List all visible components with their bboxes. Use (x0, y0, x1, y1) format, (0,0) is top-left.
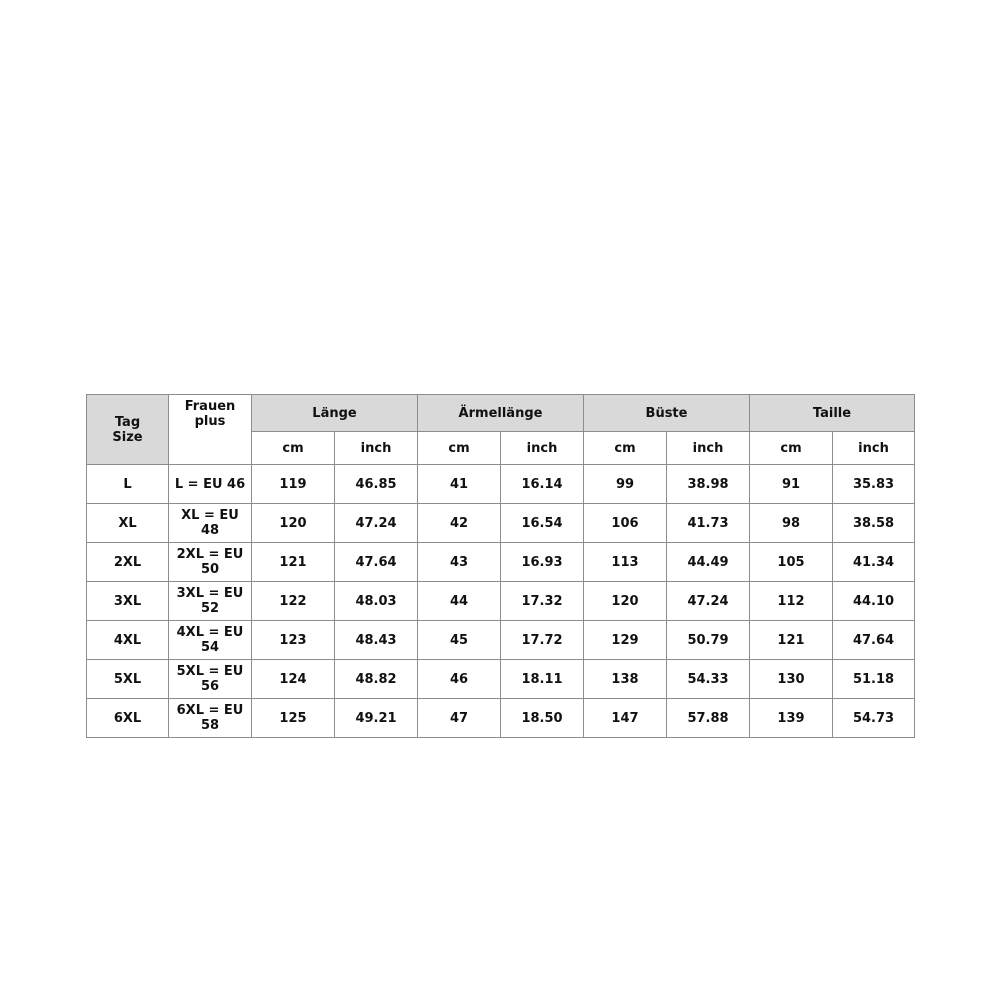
measurement-cell: 130 (750, 660, 833, 699)
table-row (87, 621, 915, 660)
measurement-cell: 119 (252, 465, 335, 504)
eu-size-cell: 6XL = EU 58 (169, 699, 252, 738)
table-row (87, 465, 915, 504)
measurement-cell: 125 (252, 699, 335, 738)
measurement-cell: 46.85 (335, 465, 418, 504)
measurement-cell: 124 (252, 660, 335, 699)
measurement-cell: 57.88 (667, 699, 750, 738)
frauen-plus-header (169, 395, 252, 465)
measurement-cell: 46 (418, 660, 501, 699)
measurement-cell: 54.73 (833, 699, 915, 738)
measurement-cell: 38.98 (667, 465, 750, 504)
tag-header-line1: Tag (114, 414, 141, 430)
measurement-cell: 16.14 (501, 465, 584, 504)
frauen-header-line1: Frauen (184, 399, 236, 414)
measurement-cell: 17.32 (501, 582, 584, 621)
measurement-cell: 17.72 (501, 621, 584, 660)
measurement-cell: 120 (252, 504, 335, 543)
measurement-cell: 42 (418, 504, 501, 543)
measurement-cell: 113 (584, 543, 667, 582)
measurement-cell: 44 (418, 582, 501, 621)
measurement-cell: 50.79 (667, 621, 750, 660)
measurement-cell: 47 (418, 699, 501, 738)
unit-header-cm: cm (252, 432, 335, 465)
measurement-cell: 98 (750, 504, 833, 543)
measurement-cell: 139 (750, 699, 833, 738)
measurement-cell: 47.64 (833, 621, 915, 660)
measurement-cell: 49.21 (335, 699, 418, 738)
eu-size-cell: L = EU 46 (169, 465, 252, 504)
group-header-bueste: Büste (584, 395, 750, 432)
tag-size-header (87, 395, 169, 465)
tag-size-cell: 3XL (87, 582, 169, 621)
measurement-cell: 35.83 (833, 465, 915, 504)
measurement-cell: 99 (584, 465, 667, 504)
measurement-cell: 47.24 (335, 504, 418, 543)
measurement-cell: 121 (750, 621, 833, 660)
measurement-cell: 18.50 (501, 699, 584, 738)
measurement-cell: 51.18 (833, 660, 915, 699)
unit-header-cm: cm (418, 432, 501, 465)
measurement-cell: 16.54 (501, 504, 584, 543)
eu-size-cell: 3XL = EU 52 (169, 582, 252, 621)
measurement-cell: 147 (584, 699, 667, 738)
measurement-cell: 48.03 (335, 582, 418, 621)
unit-header-cm: cm (584, 432, 667, 465)
measurement-cell: 47.24 (667, 582, 750, 621)
eu-size-cell: 2XL = EU 50 (169, 543, 252, 582)
tag-header-line2: Size (112, 429, 143, 445)
measurement-cell: 38.58 (833, 504, 915, 543)
measurement-cell: 41.34 (833, 543, 915, 582)
unit-header-inch: inch (335, 432, 418, 465)
measurement-cell: 91 (750, 465, 833, 504)
frauen-header-line2: plus (194, 414, 226, 429)
measurement-cell: 106 (584, 504, 667, 543)
measurement-cell: 138 (584, 660, 667, 699)
unit-header-inch: inch (833, 432, 915, 465)
unit-header-inch: inch (501, 432, 584, 465)
measurement-cell: 120 (584, 582, 667, 621)
measurement-cell: 129 (584, 621, 667, 660)
group-header-taille: Taille (750, 395, 915, 432)
measurement-cell: 47.64 (335, 543, 418, 582)
measurement-cell: 18.11 (501, 660, 584, 699)
measurement-cell: 105 (750, 543, 833, 582)
measurement-cell: 48.43 (335, 621, 418, 660)
measurement-cell: 41.73 (667, 504, 750, 543)
measurement-cell: 122 (252, 582, 335, 621)
tag-size-cell: XL (87, 504, 169, 543)
table-row (87, 660, 915, 699)
tag-size-cell: 2XL (87, 543, 169, 582)
unit-header-inch: inch (667, 432, 750, 465)
unit-header-cm: cm (750, 432, 833, 465)
measurement-cell: 112 (750, 582, 833, 621)
table-row (87, 699, 915, 738)
measurement-cell: 121 (252, 543, 335, 582)
measurement-cell: 44.10 (833, 582, 915, 621)
tag-size-cell: 6XL (87, 699, 169, 738)
header-row-groups (87, 395, 915, 432)
group-header-laenge: Länge (252, 395, 418, 432)
tag-size-cell: L (87, 465, 169, 504)
measurement-cell: 123 (252, 621, 335, 660)
eu-size-cell: XL = EU 48 (169, 504, 252, 543)
eu-size-cell: 5XL = EU 56 (169, 660, 252, 699)
tag-size-cell: 4XL (87, 621, 169, 660)
measurement-cell: 54.33 (667, 660, 750, 699)
table-row (87, 582, 915, 621)
size-chart-table (86, 394, 915, 738)
measurement-cell: 16.93 (501, 543, 584, 582)
tag-size-cell: 5XL (87, 660, 169, 699)
table-row (87, 543, 915, 582)
measurement-cell: 44.49 (667, 543, 750, 582)
measurement-cell: 41 (418, 465, 501, 504)
measurement-cell: 45 (418, 621, 501, 660)
measurement-cell: 43 (418, 543, 501, 582)
eu-size-cell: 4XL = EU 54 (169, 621, 252, 660)
table-row (87, 504, 915, 543)
measurement-cell: 48.82 (335, 660, 418, 699)
group-header-aermellaenge: Ärmellänge (418, 395, 584, 432)
size-rows (87, 465, 915, 738)
